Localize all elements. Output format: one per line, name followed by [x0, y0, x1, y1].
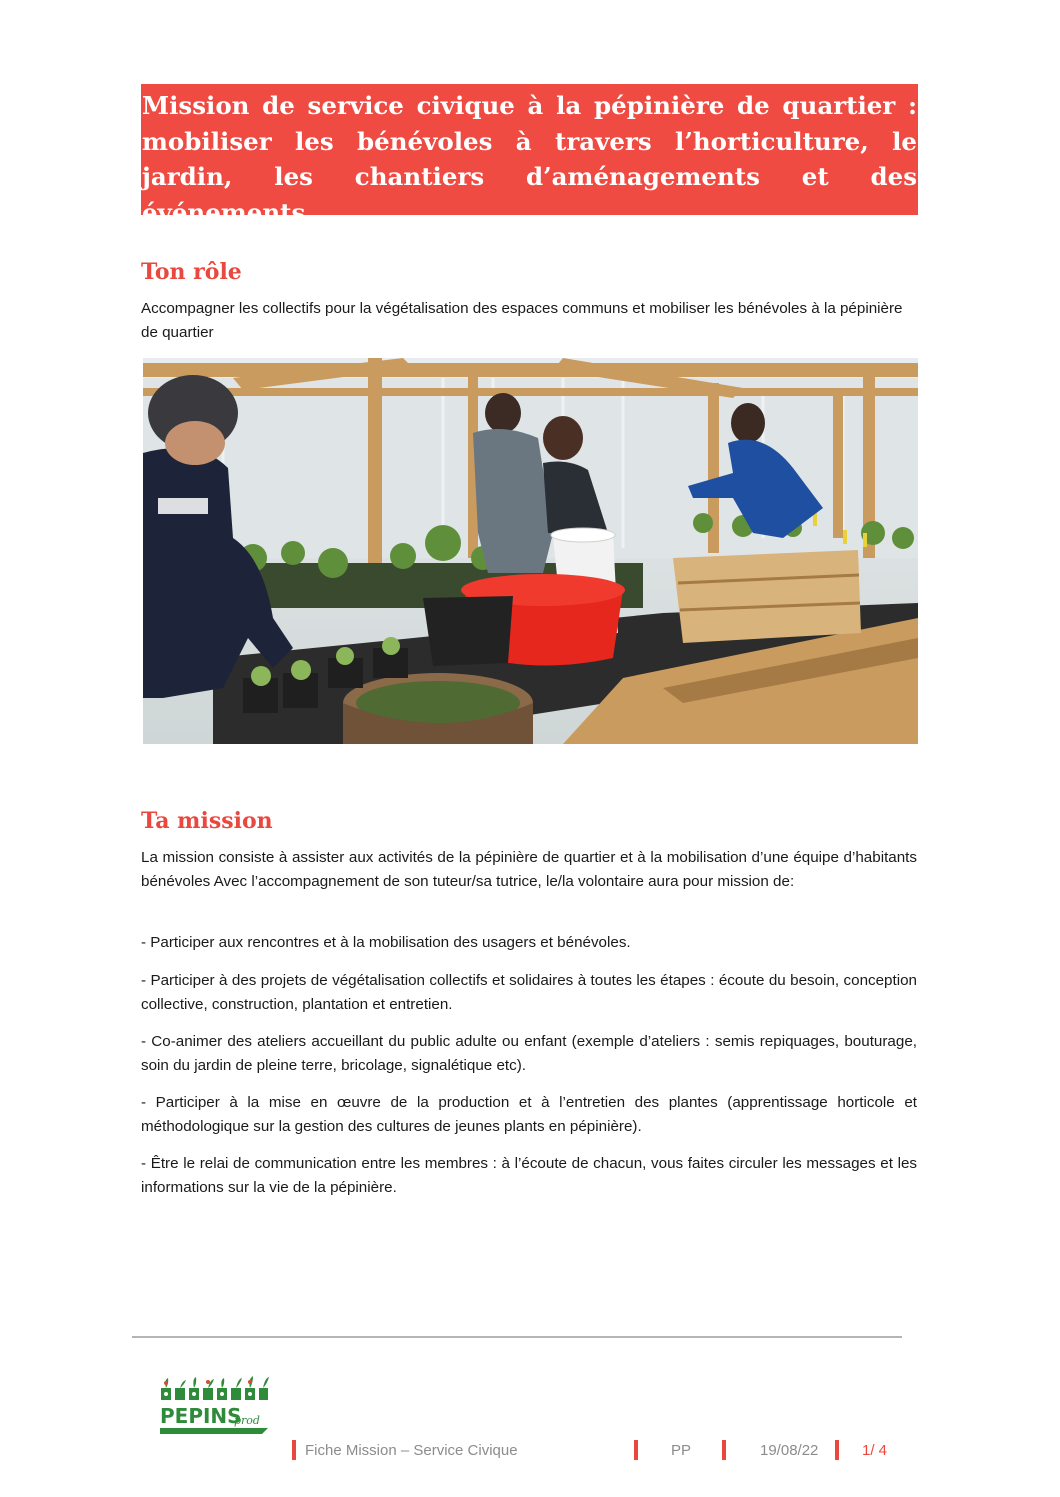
logo-suffix: prod	[234, 1414, 260, 1427]
title-banner	[141, 84, 918, 227]
pepins-prod-logo	[158, 1374, 270, 1438]
mission-item: - Participer aux rencontres et à la mobilisation des usagers et bénévoles.	[141, 934, 631, 951]
mission-item: - Co-animer des ateliers accueillant du public adulte ou enfant (exemple d’ateliers : semis repiquages, bouturage, soin du jardin de pleine terre, bricolage, signalétique etc).	[141, 1033, 917, 1074]
footer-divider	[132, 1336, 902, 1338]
footer-author: PP	[671, 1442, 692, 1459]
mission-item: - Participer à la mise en œuvre de la production et à l’entretien des plantes (apprentissage horticole et méthodologique sur la gestion des cultures de jeunes plants en pépinière).	[141, 1094, 917, 1135]
footer-separator	[634, 1440, 638, 1460]
document-title: Mission de service civique à la pépinière de quartier : mobiliser les bénévoles à travers l’horticulture, le jardin, les chantiers d’aménagements et des événements.	[142, 91, 917, 227]
footer-doc-title: Fiche Mission – Service Civique	[305, 1442, 518, 1459]
footer-date: 19/08/22	[760, 1442, 819, 1459]
role-heading: Ton rôle	[141, 259, 242, 285]
mission-item: - Participer à des projets de végétalisation collectifs et solidaires à toutes les étapes : écoute du besoin, conception collective, construction, plantation et entretien.	[141, 972, 917, 1013]
mission-intro: La mission consiste à assister aux activités de la pépinière de quartier et à la mobilisation d’une équipe d’habitants bénévoles Avec l’accompagnement de son tuteur/sa tutrice, le/la volontaire aura pour mission de:	[141, 849, 917, 890]
footer-separator	[722, 1440, 726, 1460]
footer-separator	[292, 1440, 296, 1460]
mission-heading: Ta mission	[141, 808, 273, 834]
mission-item: - Être le relai de communication entre les membres : à l’écoute de chacun, vous faites circuler les messages et les informations sur la vie de la pépinière.	[141, 1155, 917, 1196]
footer-separator	[835, 1440, 839, 1460]
role-text: Accompagner les collectifs pour la végétalisation des espaces communs et mobiliser les bénévoles à la pépinière de quartier	[141, 300, 903, 341]
logo-wordmark: PEPINS	[160, 1404, 242, 1428]
greenhouse-photo	[143, 358, 918, 744]
footer-page-number: 1/ 4	[862, 1442, 888, 1459]
